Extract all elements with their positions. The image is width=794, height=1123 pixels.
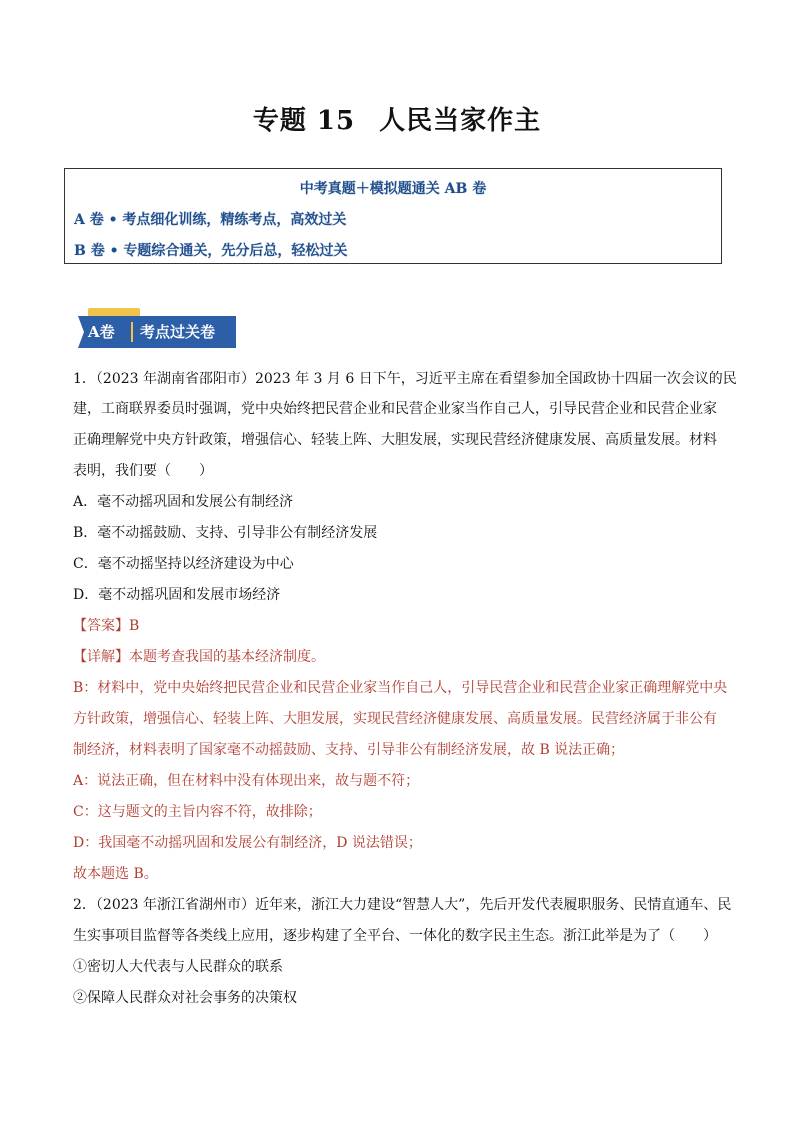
info-b-line: B 卷 • 专题综合通关，先分后总，轻松过关 — [74, 243, 348, 259]
info-heading: 中考真题＋模拟题通关 AB 卷 — [299, 181, 487, 197]
q1-stem-line1 — [73, 368, 737, 388]
info-box — [64, 168, 722, 264]
q1-option-c: C．毫不动摇坚持以经济建设为中心 — [73, 556, 294, 572]
q2-item-2: ②保障人民群众对社会事务的决策权 — [73, 990, 297, 1006]
q1-analysis-line3: 制经济，材料表明了国家毫不动摇鼓励、支持、引导非公有制经济发展，故 B 说法正确； — [73, 742, 625, 758]
q1-detail-head: 【详解】本题考查我国的基本经济制度。 — [73, 649, 325, 665]
q2-stem-line1 — [73, 894, 731, 914]
banner-right-label: 考点过关卷 — [140, 323, 216, 341]
q1-number: 1． — [73, 371, 96, 387]
page-title — [0, 100, 794, 137]
q2-stem-line2: 生实事项目监督等各类线上应用，逐步构建了全平台、一体化的数字民主生态。浙江此举是为了（ ） — [73, 928, 717, 944]
q2-item-1: ①密切人大代表与人民群众的联系 — [73, 959, 283, 975]
q1-source: （2023 年湖南省邵阳市） — [95, 371, 256, 387]
q1-analysis-line2: 方针政策，增强信心、轻装上阵、大胆发展，实现民营经济健康发展、高质量发展。民营经济属于非公有 — [73, 711, 717, 727]
q2-stem-text1: 近年来，浙江大力建设“智慧人大”，先后开发代表履职服务、民情直通车、民 — [255, 897, 732, 913]
q1-analysis-line6: D：我国毫不动摇巩固和发展公有制经济，D 说法错误； — [73, 835, 422, 851]
q1-stem-line4: 表明，我们要（ ） — [73, 463, 213, 479]
q1-stem-line3: 正确理解党中央方针政策，增强信心、轻装上阵、大胆发展，实现民营经济健康发展、高质量发展。材料 — [73, 432, 717, 448]
q1-option-a: A．毫不动摇巩固和发展公有制经济 — [73, 494, 294, 510]
q2-number: 2． — [73, 897, 96, 913]
q1-option-d: D．毫不动摇巩固和发展市场经济 — [73, 587, 281, 603]
q1-stem-line2: 建，工商联界委员时强调，党中央始终把民营企业和民营企业家当作自己人，引导民营企业和民营企业家 — [73, 401, 717, 417]
banner-left-label: A卷 — [88, 323, 115, 341]
info-a-line: A 卷 • 考点细化训练，精练考点，高效过关 — [74, 212, 347, 228]
title-prefix: 专题 15 — [252, 106, 356, 136]
q1-conclusion: 故本题选 B。 — [73, 866, 158, 882]
q1-option-b: B．毫不动摇鼓励、支持、引导非公有制经济发展 — [73, 525, 378, 541]
banner-divider — [131, 322, 133, 342]
q1-analysis-line1: B：材料中，党中央始终把民营企业和民营企业家当作自己人，引导民营企业和民营企业家正确理解党中央 — [73, 680, 728, 696]
q1-analysis-line5: C：这与题文的主旨内容不符，故排除； — [73, 804, 322, 820]
q1-answer: 【答案】B — [73, 618, 140, 634]
title-main: 人民当家作主 — [379, 106, 542, 136]
q1-analysis-line4: A：说法正确，但在材料中没有体现出来，故与题不符； — [73, 773, 420, 789]
section-banner — [78, 308, 238, 350]
q1-stem-text1: 2023 年 3 月 6 日下午，习近平主席在看望参加全国政协十四届一次会议的民 — [255, 371, 737, 387]
q2-source: （2023 年浙江省湖州市） — [95, 897, 256, 913]
